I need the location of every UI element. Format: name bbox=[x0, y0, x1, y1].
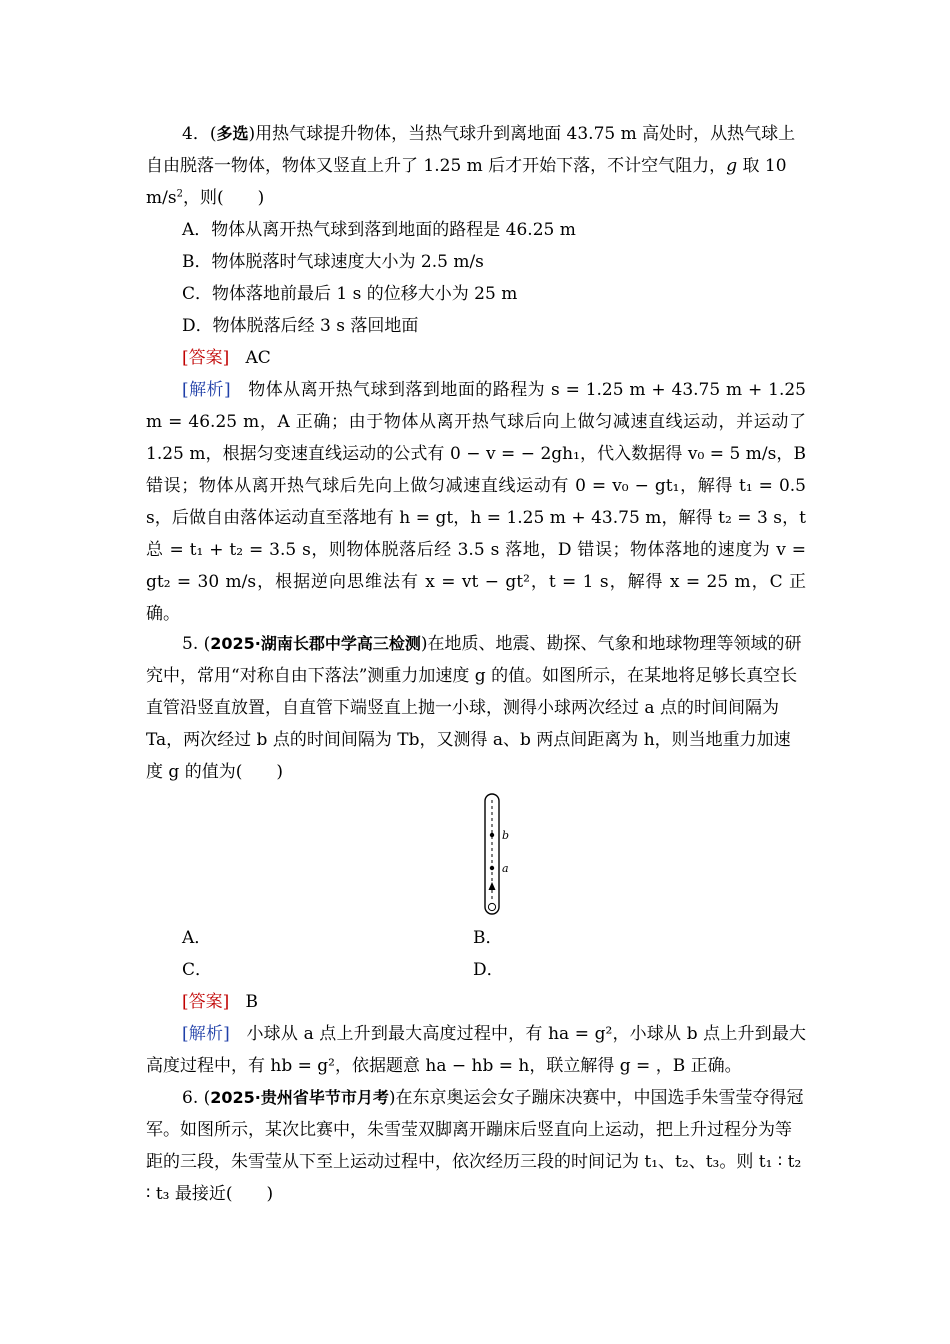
answer-value: B bbox=[245, 992, 258, 1012]
label-a: a bbox=[502, 862, 509, 875]
q5-analysis: [解析] 小球从 a 点上升到最大高度过程中，有 ha = g²，小球从 b 点上升到最大高度过程中，有 hb = g²，依据题意 ha − hb = h，联立解得 g = ，B 正确。 bbox=[146, 1024, 807, 1076]
q4-number: 4． bbox=[182, 124, 210, 144]
q4-tag: 多选 bbox=[216, 124, 249, 143]
tube-diagram bbox=[470, 790, 530, 918]
q5-option-a: A． bbox=[182, 928, 212, 948]
ball bbox=[488, 903, 495, 910]
vacuum-tube-figure bbox=[470, 790, 530, 922]
q4-option-a: A．物体从离开热气球到落到地面的路程是 46.25 m bbox=[182, 220, 576, 240]
q6-source: 2025·贵州省毕节市月考 bbox=[210, 1088, 389, 1107]
q4-option-c: C．物体落地前最后 1 s 的位移大小为 25 m bbox=[182, 284, 518, 304]
analysis-label: [解析] bbox=[182, 380, 231, 400]
q4-answer bbox=[182, 342, 271, 374]
arrow-up-icon bbox=[489, 882, 496, 890]
q6-number: 6. ( bbox=[182, 1088, 211, 1108]
answer-label: [答案] bbox=[182, 348, 230, 368]
q5-number: 5. ( bbox=[182, 634, 211, 654]
point-a bbox=[490, 866, 494, 870]
point-b bbox=[490, 833, 494, 837]
label-b: b bbox=[502, 829, 510, 842]
answer-label: [答案] bbox=[182, 992, 230, 1012]
q4-stem: 4．(多选)用热气球提升物体，当热气球升到离地面 43.75 m 高处时，从热气球上自由脱落一物体，物体又竖直上升了 1.25 m 后才开始下落，不计空气阻力，g 取 10 $m/s^2$，则( ) bbox=[146, 124, 796, 208]
q5-source: 2025·湖南长郡中学高三检测 bbox=[210, 634, 421, 653]
analysis-label: [解析] bbox=[182, 1024, 230, 1044]
q5-answer bbox=[182, 986, 258, 1018]
q5-option-b: B． bbox=[473, 928, 503, 948]
q4-option-b: B．物体脱落时气球速度大小为 2.5 m/s bbox=[182, 252, 484, 272]
q5-option-d: D． bbox=[473, 960, 504, 980]
q4-option-d: D．物体脱落后经 3 s 落回地面 bbox=[182, 316, 419, 336]
answer-value: AC bbox=[245, 348, 271, 368]
q5-stem: 5. (2025·湖南长郡中学高三检测)在地质、地震、勘探、气象和地球物理等领域的研究中，常用“对称自由下落法”测重力加速度 g 的值。如图所示，在某地将足够长真空长直管沿竖直放置，自直管下端竖直上抛一小球，测得小球两次经过 a 点的时间间隔为 Ta，两次经过 b 点的时间间隔为 Tb，又测得 a、b 两点间距离为 h，则当地重力加速度 g 的值为( ) bbox=[146, 634, 802, 782]
q5-option-c: C． bbox=[182, 960, 213, 980]
q4-analysis: [解析] 物体从离开热气球到落到地面的路程为 s = 1.25 m + 43.75 m + 1.25 m = 46.25 m，A 正确；由于物体从离开热气球后向上做匀减速直线运动，并运动了 1.25 m，根据匀变速直线运动的公式有 0 − v = − 2gh₁，代入数据得 v₀ = 5 m/s，B 错误；物体从离开热气球后先向上做匀减速直线运动有 0 = v₀ − gt₁，解得 t₁ = 0.5 s，后做自由落体运动直至落地有 h = gt，h = 1.25 m + 43.75 m，解得 t₂ = 3 s，t总 = t₁ + t₂ = 3.5 s，则物体脱落后经 3.5 s 落地，D 错误；物体落地的速度为 v = gt₂ = 30 m/s，根据逆向思维法有 x = vt − gt²，t = 1 s，解得 x = 25 m，C 正确。 bbox=[146, 380, 807, 624]
q6-stem: 6. (2025·贵州省毕节市月考)在东京奥运会女子蹦床决赛中，中国选手朱雪莹夺得冠军。如图所示，某次比赛中，朱雪莹双脚离开蹦床后竖直向上运动，把上升过程分为等距的三段，朱雪莹从下至上运动过程中，依次经历三段的时间记为 t₁、t₂、t₃。则 t₁ ∶ t₂ ∶ t₃ 最接近( ) bbox=[146, 1088, 804, 1204]
